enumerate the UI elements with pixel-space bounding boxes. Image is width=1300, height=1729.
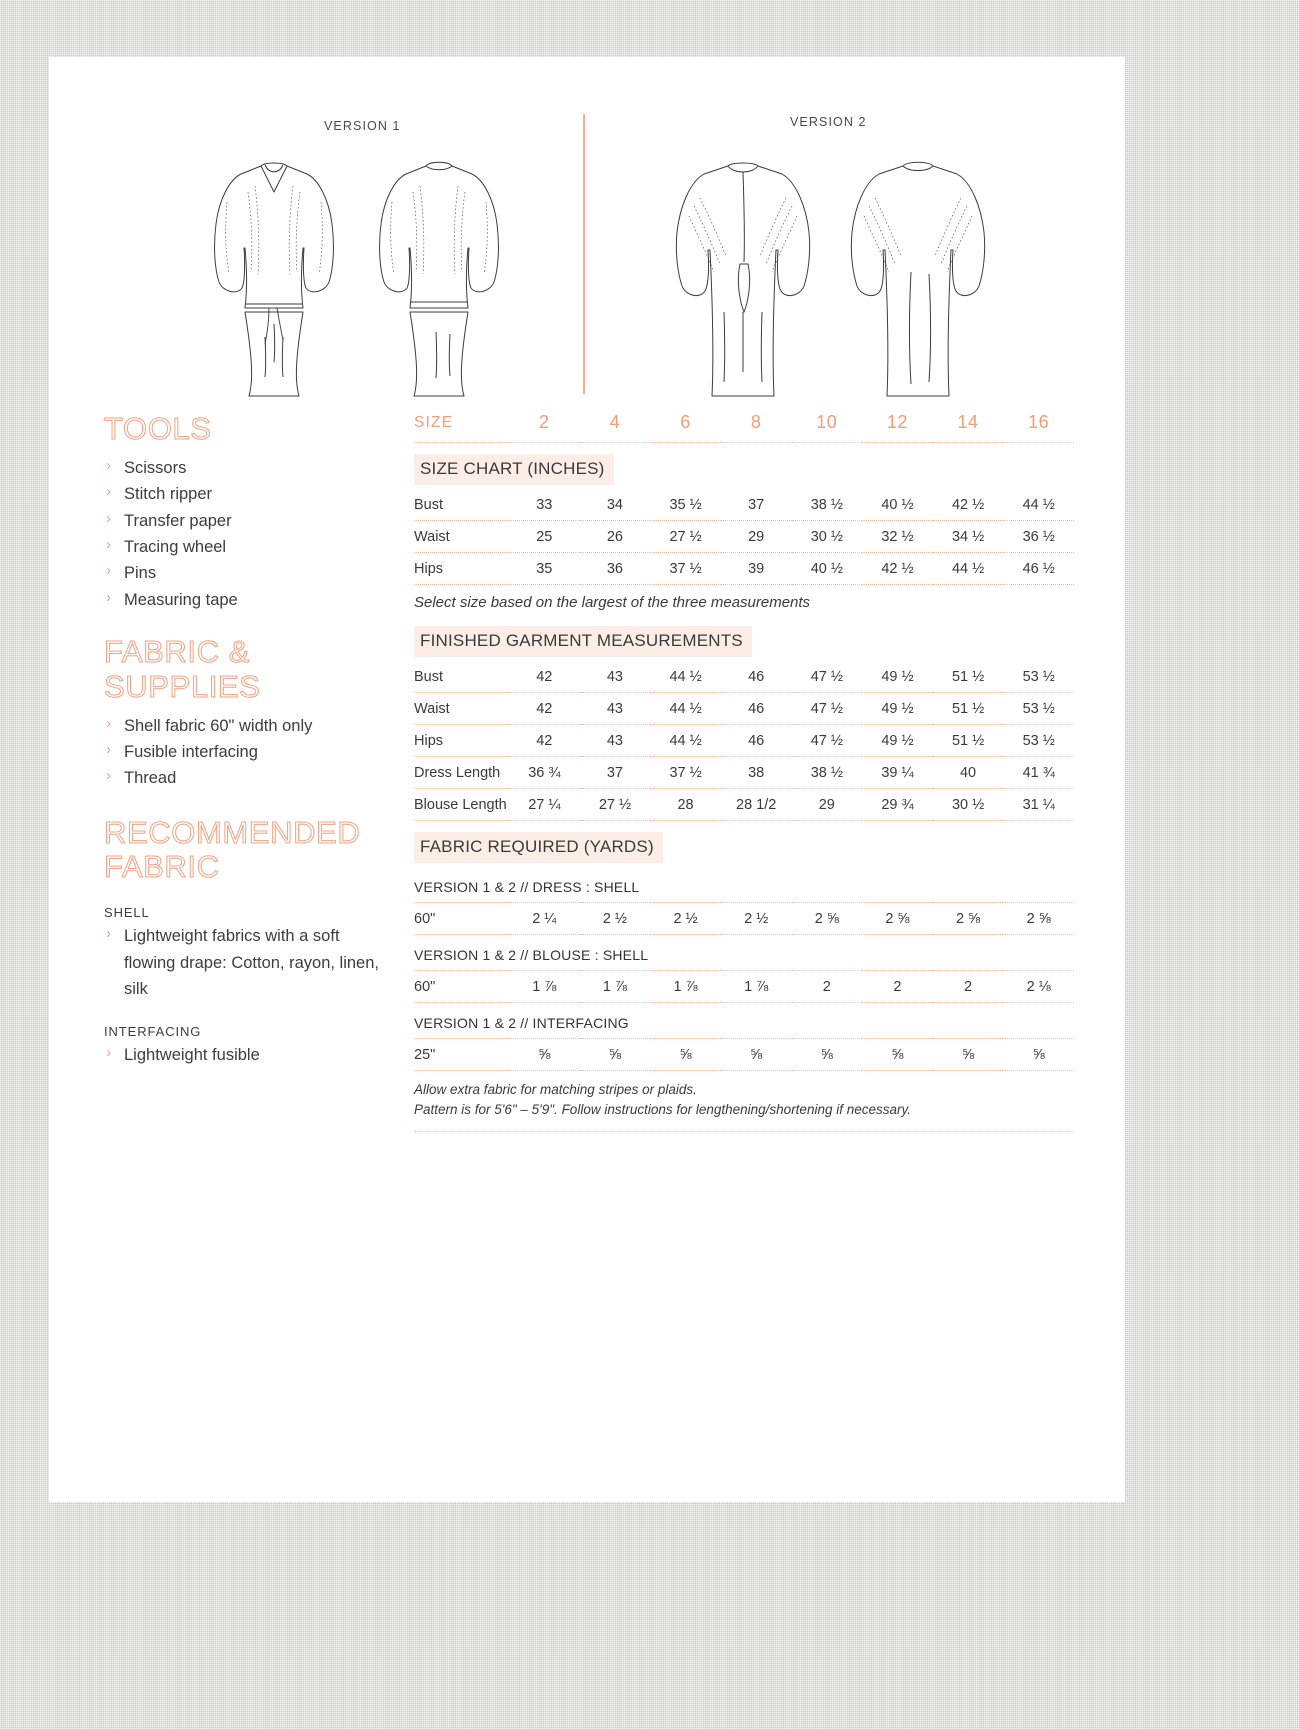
cell: 36 xyxy=(580,553,651,585)
version-2-back-illustration xyxy=(839,152,999,402)
size-header-table xyxy=(414,412,1074,443)
cell: 35 xyxy=(509,553,580,585)
list-item: › Lightweight fusible xyxy=(104,1042,394,1068)
cell: 2 ⅝ xyxy=(933,903,1004,935)
cell: 43 xyxy=(580,661,651,693)
shell-fabric-list xyxy=(104,923,394,1002)
cell: 2 ¼ xyxy=(509,903,580,935)
table-row xyxy=(414,661,1074,693)
table-row xyxy=(414,1121,1074,1132)
footer-note-line: Pattern is for 5'6" – 5'9". Follow instructions for lengthening/shortening if necessary. xyxy=(414,1102,911,1118)
size-column-header: 8 xyxy=(721,412,792,443)
cell: 28 1/2 xyxy=(721,789,792,821)
fabric-group-heading: VERSION 1 & 2 // BLOUSE : SHELL xyxy=(414,947,649,963)
cell: 40 xyxy=(933,757,1004,789)
fabric-supplies-heading: FABRIC & SUPPLIES xyxy=(104,634,261,704)
cell: 2 ½ xyxy=(721,903,792,935)
row-label: 25" xyxy=(414,1039,509,1071)
cell: 46 ½ xyxy=(1003,553,1074,585)
tools-heading: TOOLS xyxy=(104,411,212,446)
cell: 44 ½ xyxy=(650,661,721,693)
version-divider xyxy=(583,114,585,394)
cell: 2 ⅛ xyxy=(1003,971,1074,1003)
table-row xyxy=(414,489,1074,521)
table-row xyxy=(414,521,1074,553)
interfacing-subheading: INTERFACING xyxy=(104,1024,202,1040)
row-label: Blouse Length xyxy=(414,789,509,821)
cell: 29 xyxy=(792,789,863,821)
cell: 37 xyxy=(721,489,792,521)
list-item: › Fusible interfacing xyxy=(104,739,394,765)
list-item: › Measuring tape xyxy=(104,587,394,613)
cell: 51 ½ xyxy=(933,661,1004,693)
cell: 42 ½ xyxy=(933,489,1004,521)
row-label: 60" xyxy=(414,903,509,935)
fabric-footer-notes xyxy=(414,1080,1074,1121)
row-label: Hips xyxy=(414,725,509,757)
finished-garment-title: FINISHED GARMENT MEASUREMENTS xyxy=(414,626,752,657)
row-label: Dress Length xyxy=(414,757,509,789)
recommended-fabric-heading: RECOMMENDED FABRIC xyxy=(104,814,361,885)
size-column-header: 14 xyxy=(933,412,1004,443)
cell: 2 ⅝ xyxy=(862,903,933,935)
size-column-header: 12 xyxy=(862,412,933,443)
cell: 42 xyxy=(509,661,580,693)
cell: 37 ½ xyxy=(650,757,721,789)
table-row xyxy=(414,971,1074,1003)
cell: 46 xyxy=(721,693,792,725)
cell: 44 ½ xyxy=(933,553,1004,585)
cell: 27 ½ xyxy=(650,521,721,553)
cell: ⅝ xyxy=(509,1039,580,1071)
cell: 2 ½ xyxy=(580,903,651,935)
cell: 29 xyxy=(721,521,792,553)
fabric-interfacing-table xyxy=(414,1038,1074,1071)
fabric-dress-shell-table xyxy=(414,902,1074,935)
cell: 38 ½ xyxy=(792,757,863,789)
version-1-label: VERSION 1 xyxy=(324,119,401,133)
cell: 47 ½ xyxy=(792,661,863,693)
cell: 39 xyxy=(721,553,792,585)
row-label: Waist xyxy=(414,521,509,553)
size-header-label: SIZE xyxy=(414,412,509,443)
cell: 2 ⅝ xyxy=(792,903,863,935)
cell: 40 ½ xyxy=(792,553,863,585)
version-2-label: VERSION 2 xyxy=(790,115,867,129)
cell: 49 ½ xyxy=(862,661,933,693)
cell: 1 ⅞ xyxy=(580,971,651,1003)
row-label: Waist xyxy=(414,693,509,725)
cell: 47 ½ xyxy=(792,725,863,757)
footer-rule-table xyxy=(414,1121,1074,1132)
list-item: › Shell fabric 60" width only xyxy=(104,713,394,739)
cell: 27 ¼ xyxy=(509,789,580,821)
size-column-header: 2 xyxy=(509,412,580,443)
size-column-header: 10 xyxy=(792,412,863,443)
cell: 1 ⅞ xyxy=(721,971,792,1003)
cell: 37 ½ xyxy=(650,553,721,585)
cell: 2 xyxy=(862,971,933,1003)
size-column-header: 4 xyxy=(580,412,651,443)
cell: 1 ⅞ xyxy=(509,971,580,1003)
cell: 37 xyxy=(580,757,651,789)
footer-note-line: Allow extra fabric for matching stripes or plaids. xyxy=(414,1082,697,1097)
interfacing-fabric-list xyxy=(104,1042,394,1068)
cell: 29 ¾ xyxy=(862,789,933,821)
fabric-supplies-list xyxy=(104,713,394,792)
tools-list xyxy=(104,455,394,613)
cell: 27 ½ xyxy=(580,789,651,821)
list-item: › Lightweight fabrics with a soft flowing drape: Cotton, rayon, linen, silk xyxy=(104,923,394,1002)
cell: 26 xyxy=(580,521,651,553)
list-item: › Pins xyxy=(104,560,394,586)
cell: 31 ¼ xyxy=(1003,789,1074,821)
row-label: Hips xyxy=(414,553,509,585)
cell: ⅝ xyxy=(1003,1039,1074,1071)
cell: 35 ½ xyxy=(650,489,721,521)
cell: ⅝ xyxy=(721,1039,792,1071)
cell: 34 xyxy=(580,489,651,521)
cell: 33 xyxy=(509,489,580,521)
cell: ⅝ xyxy=(792,1039,863,1071)
cell: 49 ½ xyxy=(862,693,933,725)
table-row xyxy=(414,553,1074,585)
pattern-page xyxy=(49,57,1125,1502)
table-row xyxy=(414,1039,1074,1071)
table-row xyxy=(414,903,1074,935)
fabric-group-heading: VERSION 1 & 2 // INTERFACING xyxy=(414,1015,629,1031)
cell: 51 ½ xyxy=(933,693,1004,725)
cell: 38 xyxy=(721,757,792,789)
measurement-tables xyxy=(414,412,1074,1132)
list-item: › Transfer paper xyxy=(104,508,394,534)
version-1-front-illustration xyxy=(199,152,349,402)
cell: 32 ½ xyxy=(862,521,933,553)
cell: 47 ½ xyxy=(792,693,863,725)
cell: 34 ½ xyxy=(933,521,1004,553)
cell: 30 ½ xyxy=(933,789,1004,821)
cell: 2 ½ xyxy=(650,903,721,935)
table-row xyxy=(414,693,1074,725)
row-label: 60" xyxy=(414,971,509,1003)
cell: ⅝ xyxy=(862,1039,933,1071)
cell: 1 ⅞ xyxy=(650,971,721,1003)
cell: 25 xyxy=(509,521,580,553)
cell: 36 ¾ xyxy=(509,757,580,789)
cell: 2 ⅝ xyxy=(1003,903,1074,935)
fabric-blouse-shell-table xyxy=(414,970,1074,1003)
cell: 30 ½ xyxy=(792,521,863,553)
cell: 46 xyxy=(721,661,792,693)
cell: 43 xyxy=(580,693,651,725)
row-label: Bust xyxy=(414,661,509,693)
fabric-group-heading: VERSION 1 & 2 // DRESS : SHELL xyxy=(414,879,640,895)
table-row xyxy=(414,789,1074,821)
cell: 44 ½ xyxy=(1003,489,1074,521)
list-item: › Stitch ripper xyxy=(104,481,394,507)
cell: 42 ½ xyxy=(862,553,933,585)
cell: ⅝ xyxy=(580,1039,651,1071)
cell: ⅝ xyxy=(650,1039,721,1071)
cell: 40 ½ xyxy=(862,489,933,521)
table-row xyxy=(414,757,1074,789)
cell: 42 xyxy=(509,725,580,757)
cell: 46 xyxy=(721,725,792,757)
supplies-sidebar xyxy=(104,412,394,1069)
cell: 38 ½ xyxy=(792,489,863,521)
cell: 53 ½ xyxy=(1003,661,1074,693)
cell: 42 xyxy=(509,693,580,725)
shell-subheading: SHELL xyxy=(104,905,150,921)
table-row xyxy=(414,412,1074,443)
size-chart-table xyxy=(414,489,1074,585)
cell: 51 ½ xyxy=(933,725,1004,757)
cell: 28 xyxy=(650,789,721,821)
cell: 41 ¾ xyxy=(1003,757,1074,789)
cell: 2 xyxy=(792,971,863,1003)
size-chart-title: SIZE CHART (INCHES) xyxy=(414,454,614,485)
list-item: › Scissors xyxy=(104,455,394,481)
finished-garment-table xyxy=(414,661,1074,821)
cell: 53 ½ xyxy=(1003,693,1074,725)
row-label: Bust xyxy=(414,489,509,521)
list-item: › Thread xyxy=(104,765,394,791)
version-1-back-illustration xyxy=(364,152,514,402)
cell: 44 ½ xyxy=(650,725,721,757)
size-column-header: 16 xyxy=(1003,412,1074,443)
cell: 43 xyxy=(580,725,651,757)
size-selection-note: Select size based on the largest of the three measurements xyxy=(414,594,811,611)
cell: ⅝ xyxy=(933,1039,1004,1071)
version-illustrations xyxy=(49,57,1125,407)
table-row xyxy=(414,725,1074,757)
list-item: › Tracing wheel xyxy=(104,534,394,560)
cell: 36 ½ xyxy=(1003,521,1074,553)
cell: 53 ½ xyxy=(1003,725,1074,757)
fabric-required-title: FABRIC REQUIRED (YARDS) xyxy=(414,832,663,863)
cell: 2 xyxy=(933,971,1004,1003)
size-column-header: 6 xyxy=(650,412,721,443)
cell: 44 ½ xyxy=(650,693,721,725)
cell: 39 ¼ xyxy=(862,757,933,789)
version-2-front-illustration xyxy=(664,152,824,402)
cell: 49 ½ xyxy=(862,725,933,757)
